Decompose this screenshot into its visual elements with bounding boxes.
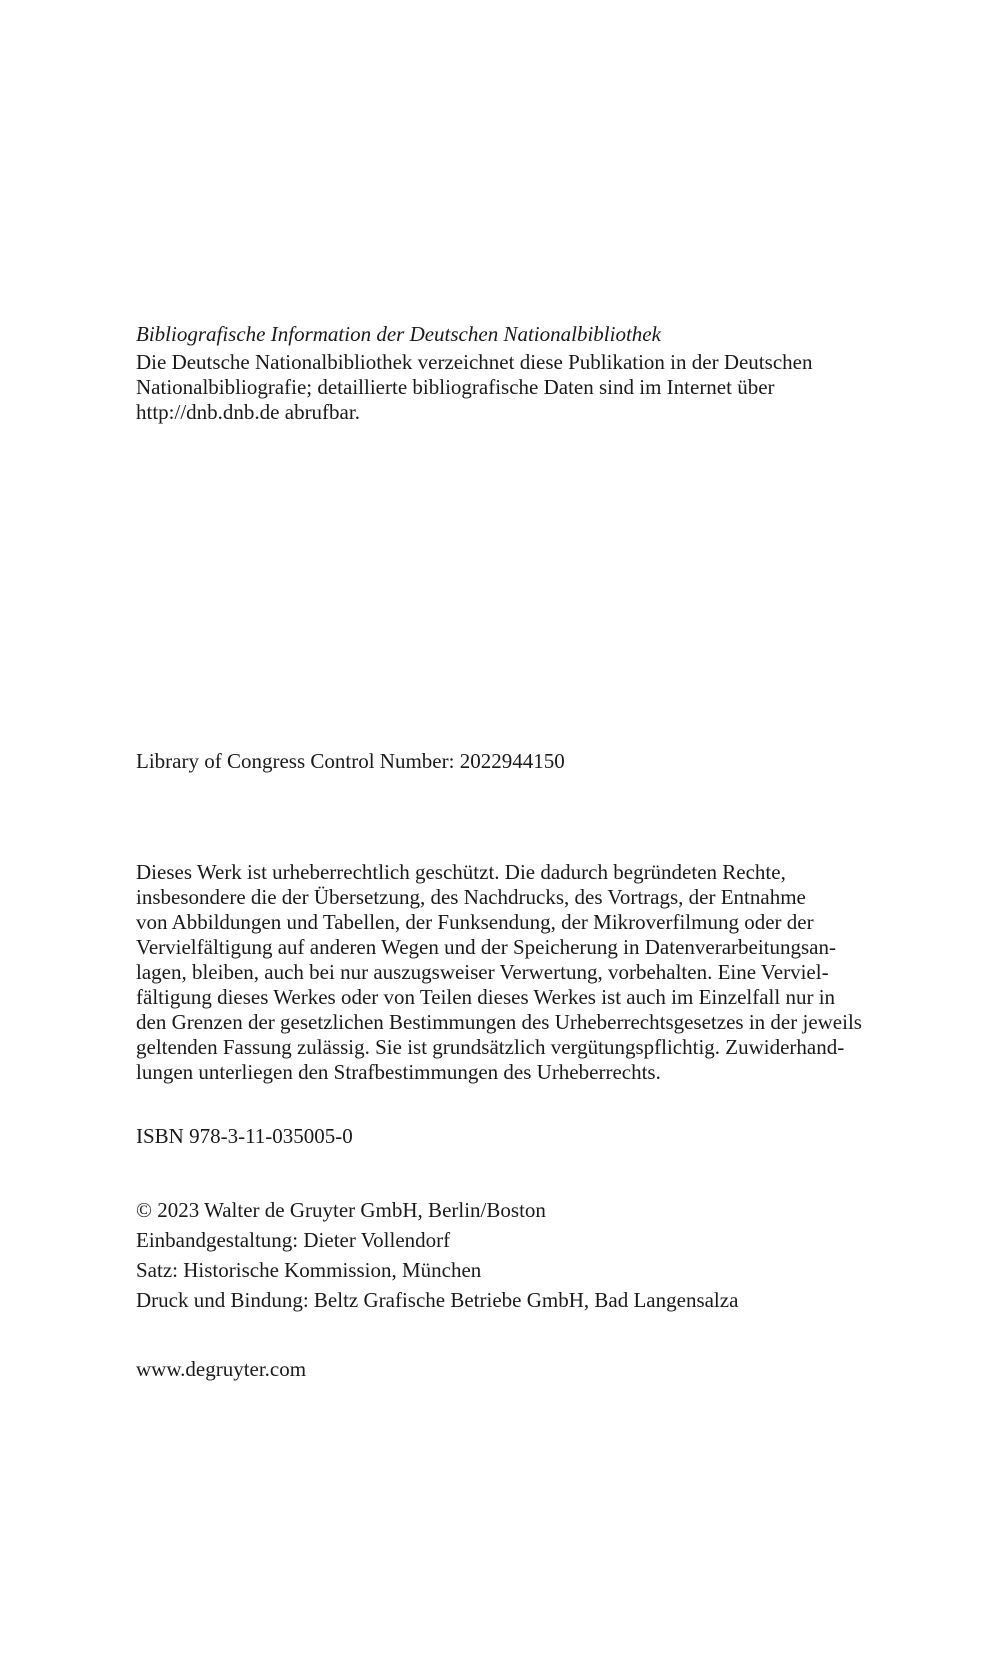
bibliographic-line: Nationalbibliografie; detaillierte bibliografische Daten sind im Internet über xyxy=(136,375,775,399)
copyright-notice xyxy=(136,860,896,1085)
rights-line: Vervielfältigung auf anderen Wegen und der Speicherung in Datenverarbeitungsan- xyxy=(136,935,836,959)
isbn-text: ISBN 978-3-11-035005-0 xyxy=(136,1124,353,1148)
bibliographic-line: http://dnb.dnb.de abrufbar. xyxy=(136,400,360,424)
isbn-block xyxy=(136,1124,896,1149)
rights-line: fältigung dieses Werkes oder von Teilen dieses Werkes ist auch im Einzelfall nur in xyxy=(136,985,836,1009)
printing-line: Druck und Bindung: Beltz Grafische Betriebe GmbH, Bad Langensalza xyxy=(136,1288,739,1312)
binding-design-line: Einbandgestaltung: Dieter Vollendorf xyxy=(136,1228,451,1252)
lccn-text: Library of Congress Control Number: 2022944150 xyxy=(136,749,565,773)
bibliographic-line: Die Deutsche Nationalbibliothek verzeichnet diese Publikation in der Deutschen xyxy=(136,350,813,374)
rights-line: lungen unterliegen den Strafbestimmungen des Urheberrechts. xyxy=(136,1060,661,1084)
rights-line: den Grenzen der gesetzlichen Bestimmungen des Urheberrechtsgesetzes in der jeweils xyxy=(136,1010,862,1034)
rights-line: insbesondere die der Übersetzung, des Nachdrucks, des Vortrags, der Entnahme xyxy=(136,885,806,909)
website-link[interactable]: www.degruyter.com xyxy=(136,1357,307,1381)
bibliographic-information xyxy=(136,322,896,425)
rights-line: von Abbildungen und Tabellen, der Funksendung, der Mikroverfilmung oder der xyxy=(136,910,814,934)
publisher-credits xyxy=(136,1195,896,1315)
typesetting-line: Satz: Historische Kommission, München xyxy=(136,1258,482,1282)
copyright-line: © 2023 Walter de Gruyter GmbH, Berlin/Boston xyxy=(136,1198,546,1222)
bibliographic-heading: Bibliografische Information der Deutschen Nationalbibliothek xyxy=(136,322,661,346)
rights-line: geltenden Fassung zulässig. Sie ist grundsätzlich vergütungspflichtig. Zuwiderhand- xyxy=(136,1035,845,1059)
rights-line: lagen, bleiben, auch bei nur auszugsweiser Verwertung, vorbehalten. Eine Verviel- xyxy=(136,960,829,984)
lccn-block xyxy=(136,749,896,774)
website-block xyxy=(136,1357,896,1382)
rights-line: Dieses Werk ist urheberrechtlich geschützt. Die dadurch begründeten Rechte, xyxy=(136,860,786,884)
